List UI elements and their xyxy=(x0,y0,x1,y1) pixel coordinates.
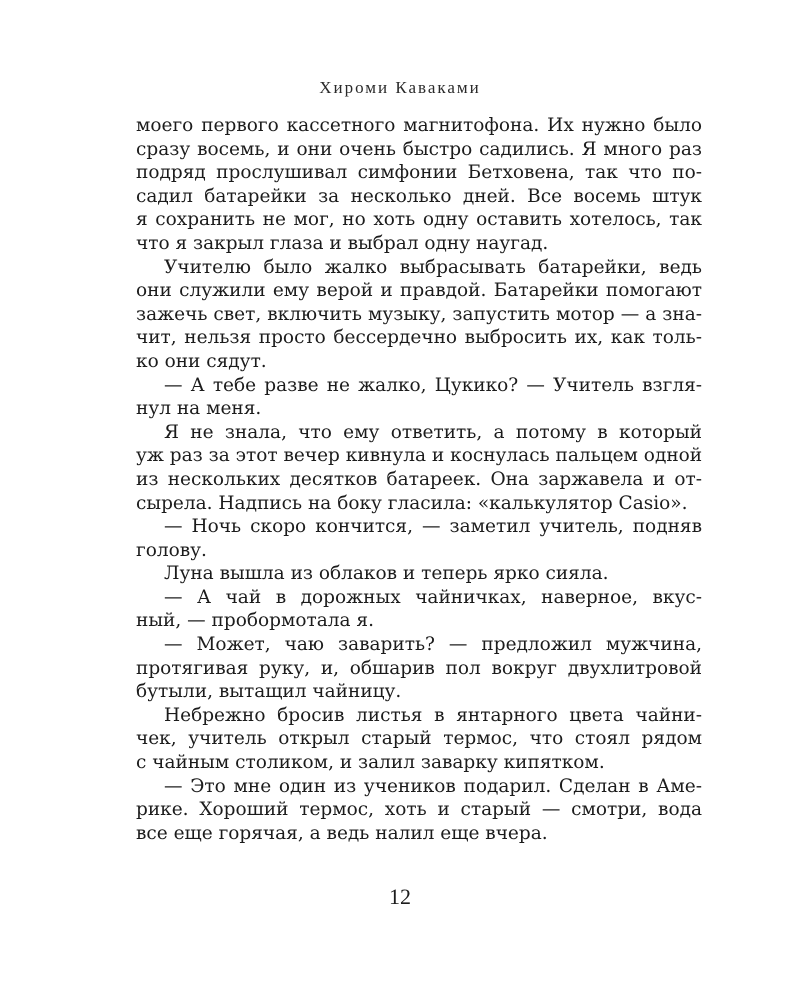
text-line: бутыли, вытащил чайницу. xyxy=(136,681,402,703)
text-line: Луна вышла из облаков и теперь ярко сияла. xyxy=(164,563,609,585)
text-line: из нескольких десятков батареек. Она заржавела и от- xyxy=(136,468,702,490)
text-line: — А чай в дорожных чайничках, наверное, вкус- xyxy=(164,586,702,608)
text-line: что я закрыл глаза и выбрал одну наугад. xyxy=(136,232,549,254)
text-line: Я не знала, что ему ответить, а потому в который xyxy=(164,421,702,443)
text-line: голову. xyxy=(136,539,207,561)
text-line: сырела. Надпись на боку гласила: «калькулятор Casio». xyxy=(136,492,688,514)
text-line: сразу восемь, и они очень быстро садились. Я много раз xyxy=(136,138,702,160)
paragraph xyxy=(136,515,702,562)
text-line: — Это мне один из учеников подарил. Сделан в Аме- xyxy=(164,775,702,797)
text-line: нул на меня. xyxy=(136,398,262,420)
text-line: протягивая руку, и, обшарив пол вокруг двухлитровой xyxy=(136,657,702,679)
text-line: рике. Хороший термос, хоть и старый — смотри, вода xyxy=(136,799,702,821)
text-line: Небрежно бросив листья в янтарного цвета чайни- xyxy=(164,704,702,726)
text-line: уж раз за этот вечер кивнула и коснулась пальцем одной xyxy=(136,445,703,467)
page-number: 12 xyxy=(389,884,411,909)
text-line: моего первого кассетного магнитофона. Их нужно было xyxy=(136,115,702,136)
paragraph xyxy=(136,114,702,256)
paragraph xyxy=(136,633,702,704)
text-line: ный, — пробормотала я. xyxy=(136,610,374,632)
paragraph xyxy=(136,256,702,374)
text-line: с чайным столиком, и залил заварку кипятком. xyxy=(136,752,605,774)
text-line: чек, учитель открыл старый термос, что стоял рядом xyxy=(136,728,702,750)
text-line: подряд прослушивал симфонии Бетховена, так что по- xyxy=(136,162,702,184)
text-line: Учителю было жалко выбрасывать батарейки, ведь xyxy=(164,256,702,278)
text-line: они служили ему верой и правдой. Батарейки помогают xyxy=(136,280,702,302)
paragraph xyxy=(136,586,702,633)
text-line: ко они сядут. xyxy=(136,350,267,372)
text-line: — Может, чаю заварить? — предложил мужчина, xyxy=(164,634,702,656)
paragraph xyxy=(136,704,702,775)
text-line: садил батарейки за несколько дней. Все восемь штук xyxy=(136,185,702,207)
text-line: чит, нельзя просто бессердечно выбросить их, как толь- xyxy=(136,327,702,349)
text-line: все еще горячая, а ведь налил еще вчера. xyxy=(136,822,548,844)
paragraph xyxy=(136,775,702,846)
text-line: — Ночь скоро кончится, — заметил учитель, подняв xyxy=(164,516,702,538)
body-text xyxy=(136,114,702,845)
text-line: — А тебе разве не жалко, Цукико? — Учитель взгля- xyxy=(164,374,702,396)
text-line: зажечь свет, включить музыку, запустить мотор — а зна- xyxy=(136,303,702,325)
paragraph xyxy=(136,374,702,421)
running-head-author: Хироми Каваками xyxy=(319,78,481,97)
text-line: я сохранить не мог, но хоть одну оставить хотелось, так xyxy=(136,209,702,231)
paragraph xyxy=(136,562,702,586)
paragraph xyxy=(136,421,702,515)
